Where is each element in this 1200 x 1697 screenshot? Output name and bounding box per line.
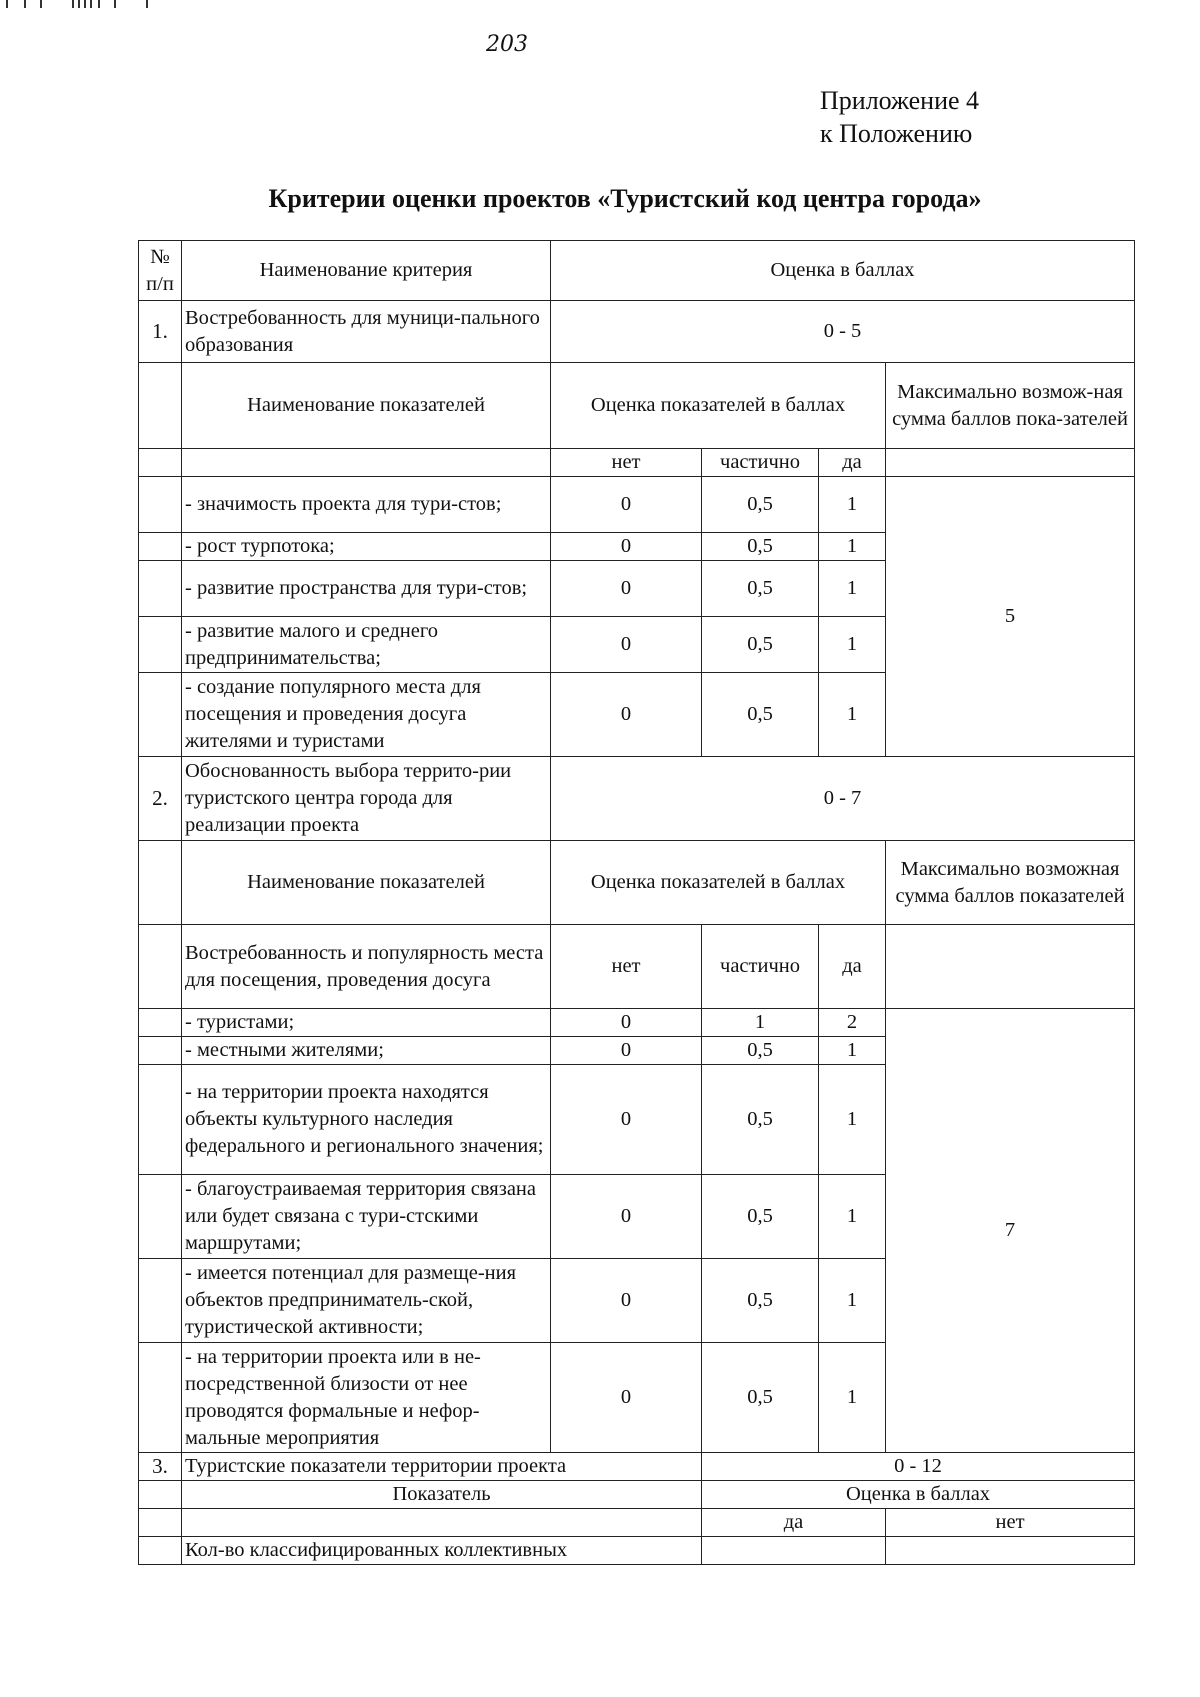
- header-number: № п/п: [139, 241, 182, 301]
- score-yes: 1: [819, 673, 886, 757]
- section-2-name: Обоснованность выбора террито-рии туристского центра города для реализации проекта: [182, 757, 551, 841]
- document-title: Критерии оценки проектов «Туристский код центра города»: [268, 184, 982, 213]
- score-yes: 1: [819, 533, 886, 561]
- criteria-table: [138, 240, 1135, 1565]
- score-no: 0: [551, 1037, 702, 1065]
- indicator-label: - на территории проекта или в не-посредственной близости от нее проводятся формальные и нефор-мальные мероприятия: [182, 1343, 551, 1453]
- appendix-line-2: к Положению: [820, 119, 973, 148]
- score-no: 0: [551, 533, 702, 561]
- section-1-scores-header: Оценка показателей в баллах: [551, 363, 886, 449]
- section-1-partial-header: частично: [702, 449, 819, 477]
- section-3-range: 0 - 12: [702, 1453, 1135, 1481]
- section-3-name: Туристские показатели территории проекта: [182, 1453, 702, 1481]
- score-partial: 0,5: [702, 617, 819, 673]
- indicator-label: - рост турпотока;: [182, 533, 551, 561]
- table-header-row: [139, 241, 1135, 301]
- section-1-subheader: [139, 449, 1135, 477]
- section-2-no-header: нет: [551, 925, 702, 1009]
- indicator-label: Кол-во классифицированных коллективных: [182, 1537, 702, 1565]
- indicator-label: - на территории проекта находятся объекты культурного наследия федерального и регионального значения;: [182, 1065, 551, 1175]
- section-2-range: 0 - 7: [551, 757, 1135, 841]
- score-partial: 0,5: [702, 533, 819, 561]
- score-no: 0: [551, 673, 702, 757]
- score-partial: 1: [702, 1009, 819, 1037]
- score-partial: 0,5: [702, 1259, 819, 1343]
- score-yes: 1: [819, 1175, 886, 1259]
- score-no: 0: [551, 1175, 702, 1259]
- table-row: [139, 1537, 1135, 1565]
- section-3-header: [139, 1481, 1135, 1509]
- score-partial: 0,5: [702, 1065, 819, 1175]
- section-3-indicator-header: Показатель: [182, 1481, 702, 1509]
- section-1-max-header: Максимально возмож-ная сумма баллов пока-зателей: [886, 363, 1135, 449]
- table-row: [139, 1009, 1135, 1037]
- section-1-no-header: нет: [551, 449, 702, 477]
- score-yes: 1: [819, 1037, 886, 1065]
- score-partial: 0,5: [702, 1175, 819, 1259]
- section-3-score-header: Оценка в баллах: [702, 1481, 1135, 1509]
- section-1-indicators-header: Наименование показателей: [182, 363, 551, 449]
- section-2-scores-header: Оценка показателей в баллах: [551, 841, 886, 925]
- indicator-label: - туристами;: [182, 1009, 551, 1037]
- table-row: [139, 477, 1135, 533]
- score-no: 0: [551, 561, 702, 617]
- section-1-name: Востребованность для муници-пального образования: [182, 301, 551, 363]
- indicator-label: - местными жителями;: [182, 1037, 551, 1065]
- indicator-label: - значимость проекта для тури-стов;: [182, 477, 551, 533]
- score-no: 0: [551, 477, 702, 533]
- score-yes: 1: [819, 1065, 886, 1175]
- section-2-indicator-header: [139, 841, 1135, 925]
- score-no: 0: [551, 1343, 702, 1453]
- section-2-yes-header: да: [819, 925, 886, 1009]
- header-criterion: Наименование критерия: [182, 241, 551, 301]
- score-yes: 1: [819, 561, 886, 617]
- section-1-row: [139, 301, 1135, 363]
- score-yes: 1: [819, 617, 886, 673]
- indicator-label: - имеется потенциал для размеще-ния объектов предприниматель-ской, туристической активности;: [182, 1259, 551, 1343]
- section-3-subheader: [139, 1509, 1135, 1537]
- section-2-row: [139, 757, 1135, 841]
- score-partial: 0,5: [702, 1037, 819, 1065]
- score-yes: 1: [819, 1343, 886, 1453]
- section-3-yes-header: да: [702, 1509, 886, 1537]
- score-partial: 0,5: [702, 561, 819, 617]
- score-yes: 2: [819, 1009, 886, 1037]
- section-2-max-value: 7: [886, 1009, 1135, 1453]
- section-2-indicators-header: Наименование показателей: [182, 841, 551, 925]
- score-no: 0: [551, 1065, 702, 1175]
- score-no: 0: [551, 1259, 702, 1343]
- page-number: 203: [486, 32, 528, 57]
- indicator-label: - развитие пространства для тури-стов;: [182, 561, 551, 617]
- score-no: 0: [551, 617, 702, 673]
- section-2-partial-header: частично: [702, 925, 819, 1009]
- section-2-group-label: Востребованность и популярность места для посещения, проведения досуга: [182, 925, 551, 1009]
- section-1-number: 1.: [139, 301, 182, 363]
- section-2-number: 2.: [139, 757, 182, 841]
- section-3-number: 3.: [139, 1453, 182, 1481]
- score-yes: 1: [819, 1259, 886, 1343]
- score-yes: 1: [819, 477, 886, 533]
- appendix-line-1: Приложение 4: [820, 86, 980, 115]
- score-partial: 0,5: [702, 673, 819, 757]
- header-score: Оценка в баллах: [551, 241, 1135, 301]
- section-1-range: 0 - 5: [551, 301, 1135, 363]
- section-3-no-header: нет: [886, 1509, 1135, 1537]
- section-2-subheader: [139, 925, 1135, 1009]
- indicator-label: - благоустраиваемая территория связана или будет связана с тури-стскими маршрутами;: [182, 1175, 551, 1259]
- section-1-max-value: 5: [886, 477, 1135, 757]
- section-1-indicator-header: [139, 363, 1135, 449]
- score-partial: 0,5: [702, 1343, 819, 1453]
- appendix-note: [820, 84, 979, 150]
- score-no: 0: [551, 1009, 702, 1037]
- section-2-max-header: Максимально возможная сумма баллов показателей: [886, 841, 1135, 925]
- indicator-label: - развитие малого и среднего предпринимательства;: [182, 617, 551, 673]
- indicator-label: - создание популярного места для посещения и проведения досуга жителями и туристами: [182, 673, 551, 757]
- score-partial: 0,5: [702, 477, 819, 533]
- section-1-yes-header: да: [819, 449, 886, 477]
- section-3-row: [139, 1453, 1135, 1481]
